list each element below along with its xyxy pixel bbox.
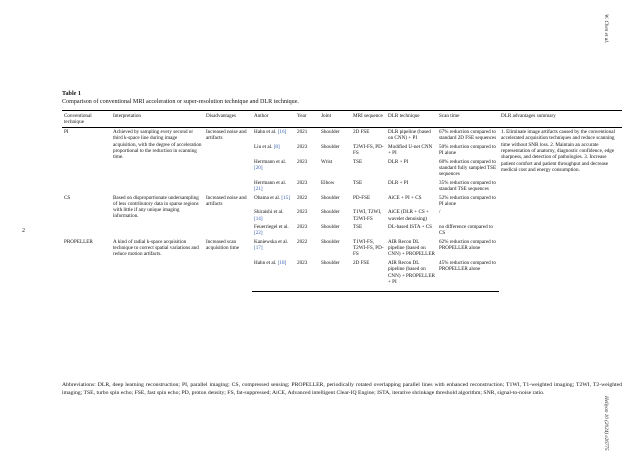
cell-year: 2023 [297,158,308,165]
cell-author [252,259,295,292]
cell-dlr: DLR + PI [388,179,409,186]
cell-dlr: AiCE (DLR + CS + wavelet denoising) [388,209,429,222]
citation-link[interactable]: [22] [254,230,263,237]
cell-dlr: DLR + PI [388,158,409,165]
cell-author [252,158,295,179]
page-number: 2 [22,228,25,234]
citation-link[interactable]: [18] [277,259,287,266]
author-name: Kaniewska et al. [254,238,289,245]
cell-sequence: T1WI, T2WI, T2WI-FS [353,209,382,222]
cell-joint: Shoulder [321,238,340,245]
cell-sequence: TSE [353,158,363,165]
column-header: Joint [319,111,351,128]
column-header: DLR technique [386,111,437,128]
cell-year: 2023 [297,179,308,186]
author-name: Hahn et al. [254,259,277,266]
column-header: MRI sequence [351,111,386,128]
comparison-table [62,110,622,292]
cell-author [252,179,295,194]
cell-year: 2021 [297,129,308,136]
cell-scan-time: 50% reduction compared to PI alone [439,143,496,157]
author-name: Feuerriegel et al. [254,224,289,231]
cell-dlr: DLR pipeline (based on CNN) + PI [388,129,431,142]
cell-technique: PI [64,129,69,136]
column-header: Year [295,111,319,128]
author-name: Liu et al. [254,143,273,150]
cell-year: 2023 [297,143,308,150]
column-header: Author [252,111,295,128]
cell-joint: Shoulder [321,209,340,216]
cell-disadvantages: Increased scan acquisition time [206,238,239,252]
author-name: Herrmann et al. [254,158,287,165]
cell-joint: Wrist [321,158,333,165]
column-header: DLR advantages summary [499,111,622,128]
cell-dlr: AiCE + PI + CS [388,194,422,201]
cell-sequence: 2D FSE [351,259,386,292]
cell-author [252,208,295,223]
cell-year: 2022 [297,194,308,201]
cell-scan-time: 67% reduction compared to standard 2D FSE sequences [439,129,497,142]
table-title: Comparison of conventional MRI acceleration or super-resolution technique and DLR technique. [62,98,299,105]
cell-advantages: 1. Eliminate image artifacts caused by the conventional accelerated acquisition techniques and reduce scanning time without SNR loss. 2. Maintain an accurate representation of anatomy, diagnostic confidence, edge sharpness, and detection of pathologies. 3. Increase patient comfort and patient throughput and decrease medical cost and energy consumption. [501,129,615,173]
table-header-row [62,111,622,128]
cell-interpretation: A kind of radial k-space acquisition technique to correct spatial variations and reduce motion artifacts. [113,238,199,258]
citation-link[interactable]: [15] [281,194,290,201]
cell-dlr: DL-based ISTA + CS [388,224,433,231]
column-header: Disadvantages [204,111,252,128]
column-header: Scan time [437,111,499,128]
cell-sequence: 2D FSE [353,129,370,136]
cell-scan-time: no difference compared to CS [439,224,493,237]
cell-technique: PROPELLER [64,238,93,245]
cell-scan-time: / [439,209,441,216]
column-header: Conventional technique [62,111,111,128]
cell-joint: Shoulder [321,143,340,150]
citation-link[interactable]: [20] [254,164,263,171]
cell-joint: Elbow [321,179,335,186]
cell-joint: Shoulder [321,194,340,201]
running-head: W. Chen et al. [603,14,609,44]
table-caption [62,91,622,106]
author-name: Hahn et al. [254,129,277,136]
cell-author [252,223,295,238]
citation-link[interactable]: [14] [254,215,263,222]
cell-joint: Shoulder [319,259,351,292]
cell-sequence: T2WI-FS, PD-FS [353,143,384,157]
cell-dlr: AIR Recon DL pipeline (based on CNN) + PROPELLER [388,238,435,258]
cell-author [252,143,295,158]
cell-disadvantages: Increased noise and artifacts [206,194,247,207]
cell-sequence: T1WI-FS, T2WI-FS, PD-FS [353,238,384,258]
cell-joint: Shoulder [321,224,340,231]
author-name: Obama et al. [254,194,281,201]
cell-disadvantages: Increased noise and artifacts [206,129,247,142]
citation-link[interactable]: [21] [254,186,263,193]
cell-dlr: Modified U-net CNN + PI [388,143,433,157]
citation-link[interactable]: [17] [254,245,263,252]
cell-scan-time: 52% reduction compared to PI alone [439,194,496,207]
cell-year: 2023 [297,224,308,231]
cell-technique: CS [64,194,71,201]
journal-citation: Heliyon 10 (2024) e26775 [603,396,609,451]
table-body [62,128,622,292]
cell-sequence: TSE [353,179,363,186]
cell-scan-time: 35% reduction compared to standard TSE sequences [439,179,496,193]
author-name: Herrmann et al. [254,179,287,186]
column-header: Interpretation [111,111,204,128]
citation-link[interactable]: [16] [277,129,287,136]
cell-joint: Shoulder [321,129,340,136]
cell-scan-time: 60% reduction compared to standard fully sampled TSE sequences [439,158,497,178]
cell-year: 2023 [295,259,319,292]
author-name: Shiraishi et al. [254,209,284,216]
cell-interpretation: Achieved by sampling every second or third k-space line during image acquisition, with the degree of acceleration proportional to the reduction in scanning time. [113,129,202,161]
citation-link[interactable]: [8] [273,143,280,150]
cell-year: 2023 [297,209,308,216]
cell-dlr: AIR Recon DL pipeline (based on CNN) + PROPELLER + PI [386,259,437,292]
cell-author [252,194,295,209]
table-label: Table 1 [62,91,81,97]
cell-scan-time: 45% reduction compared to PROPELLER alone [437,259,499,292]
cell-year: 2022 [297,238,308,245]
cell-sequence: PD-FSE [353,194,371,201]
abbreviations-footnote: Abbreviations: DLR, deep learning reconstruction; PI, parallel imaging; CS, compressed sensing; PROPELLER, periodically rotated overlapping parallel lines with enhanced reconstruction; T1WI, T1-weighted imaging; T2WI, T2-weighted imaging; TSE, turbo spin echo; FSE, fast spin echo; PD, proton density; FS, fat-suppressed; AiCE, Advanced intelligent Clear-IQ Engine; ISTA, iterative shrinkage threshold algorithm; SNR, signal-to-noise ratio. [62,382,622,396]
cell-author [252,128,295,143]
cell-author [252,238,295,259]
cell-scan-time: 62% reduction compared to PROPELLER alone [439,238,496,252]
cell-sequence: TSE [353,224,363,231]
cell-interpretation: Based on disproportionate undersampling of less contributory data in sparse regions with little if any unique imaging information. [113,194,199,220]
table-row [62,128,622,143]
